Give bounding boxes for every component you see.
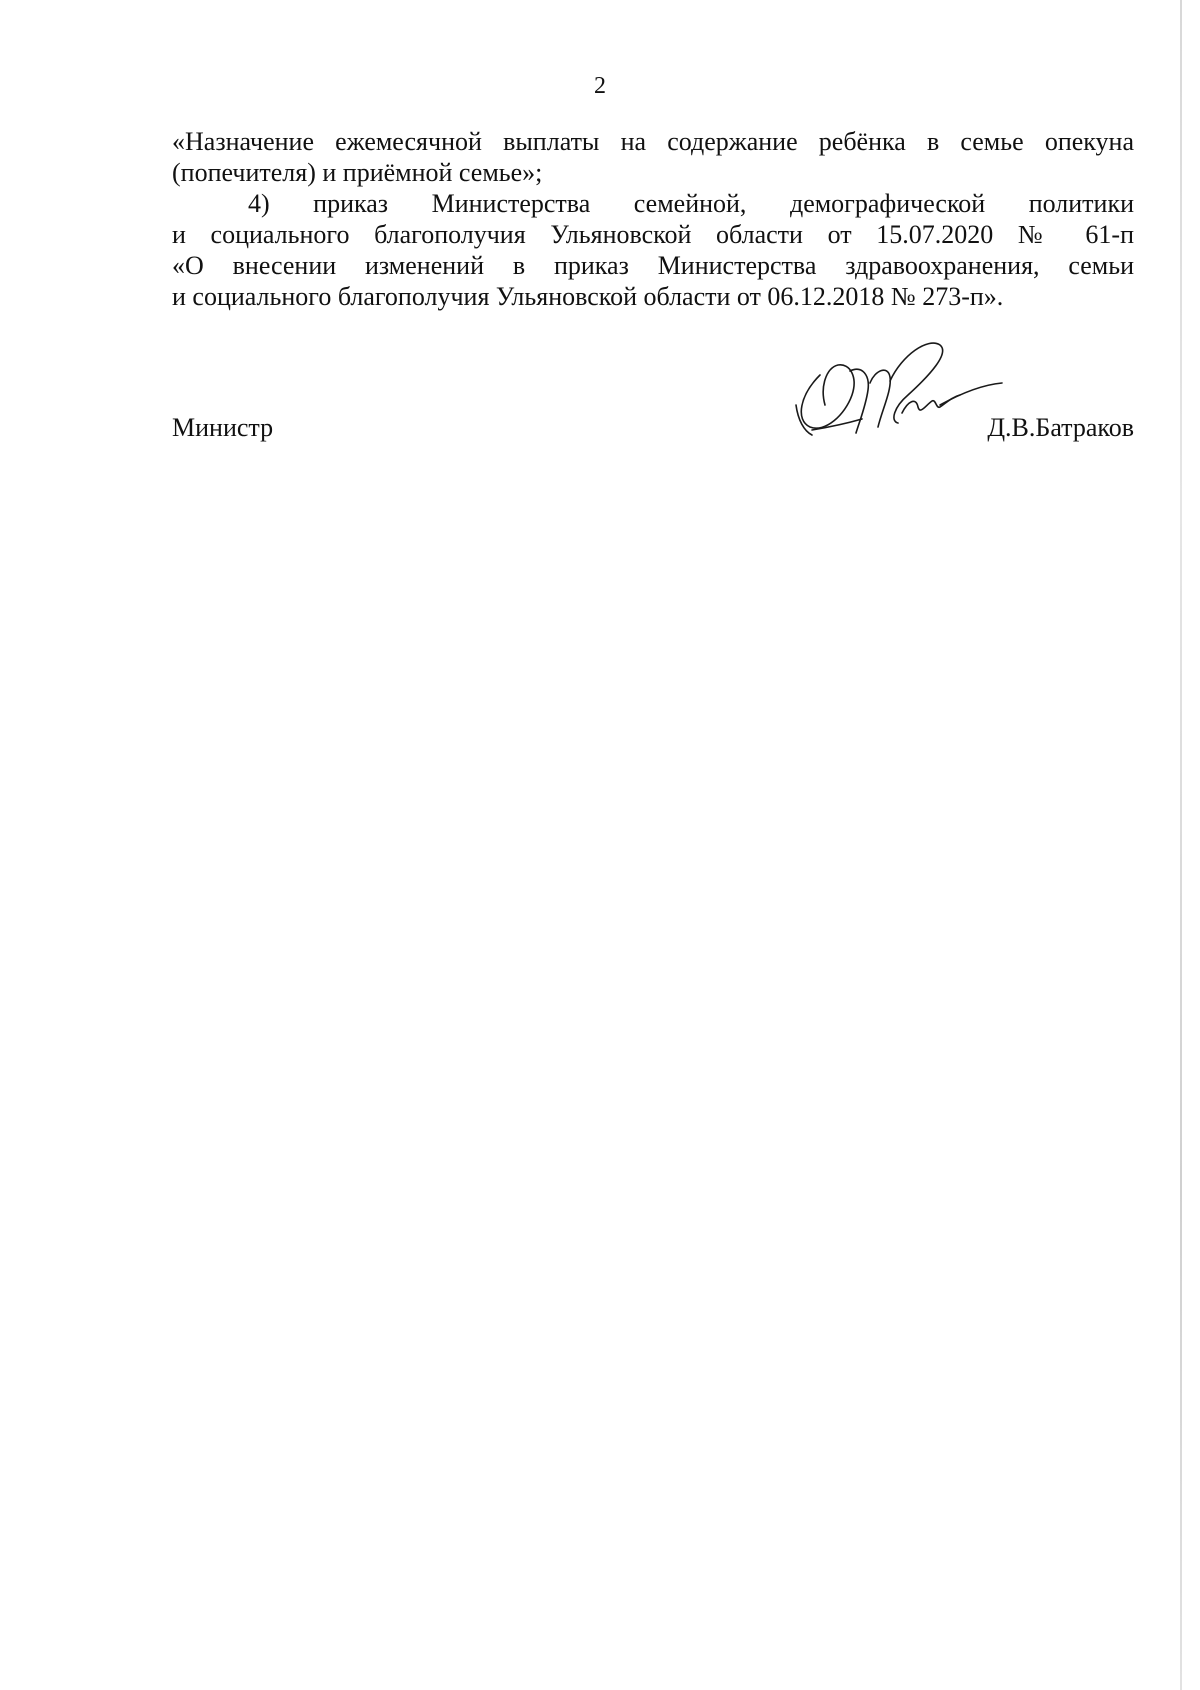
text-line: «Назначение ежемесячной выплаты на содержание ребёнка в семье опекуна xyxy=(172,127,1134,156)
text-line: «О внесении изменений в приказ Министерства здравоохранения, семьи xyxy=(172,251,1134,280)
paragraph-item-4 xyxy=(172,188,1134,312)
text-line: 4) приказ Министерства семейной, демографической политики xyxy=(248,189,1134,218)
paragraph-continuation xyxy=(172,126,1134,188)
text-line: и социального благополучия Ульяновской области от 15.07.2020 № 61-п xyxy=(172,220,1134,249)
scan-edge-shadow xyxy=(1180,0,1182,1690)
text-line: (попечителя) и приёмной семье»; xyxy=(172,158,543,187)
signer-title: Министр xyxy=(172,413,274,442)
document-body xyxy=(172,126,1134,312)
page-number: 2 xyxy=(594,73,606,99)
signer-name: Д.В.Батраков xyxy=(987,413,1134,442)
signature-block xyxy=(172,412,1134,452)
text-line: и социального благополучия Ульяновской области от 06.12.2018 № 273-п». xyxy=(172,282,1004,311)
